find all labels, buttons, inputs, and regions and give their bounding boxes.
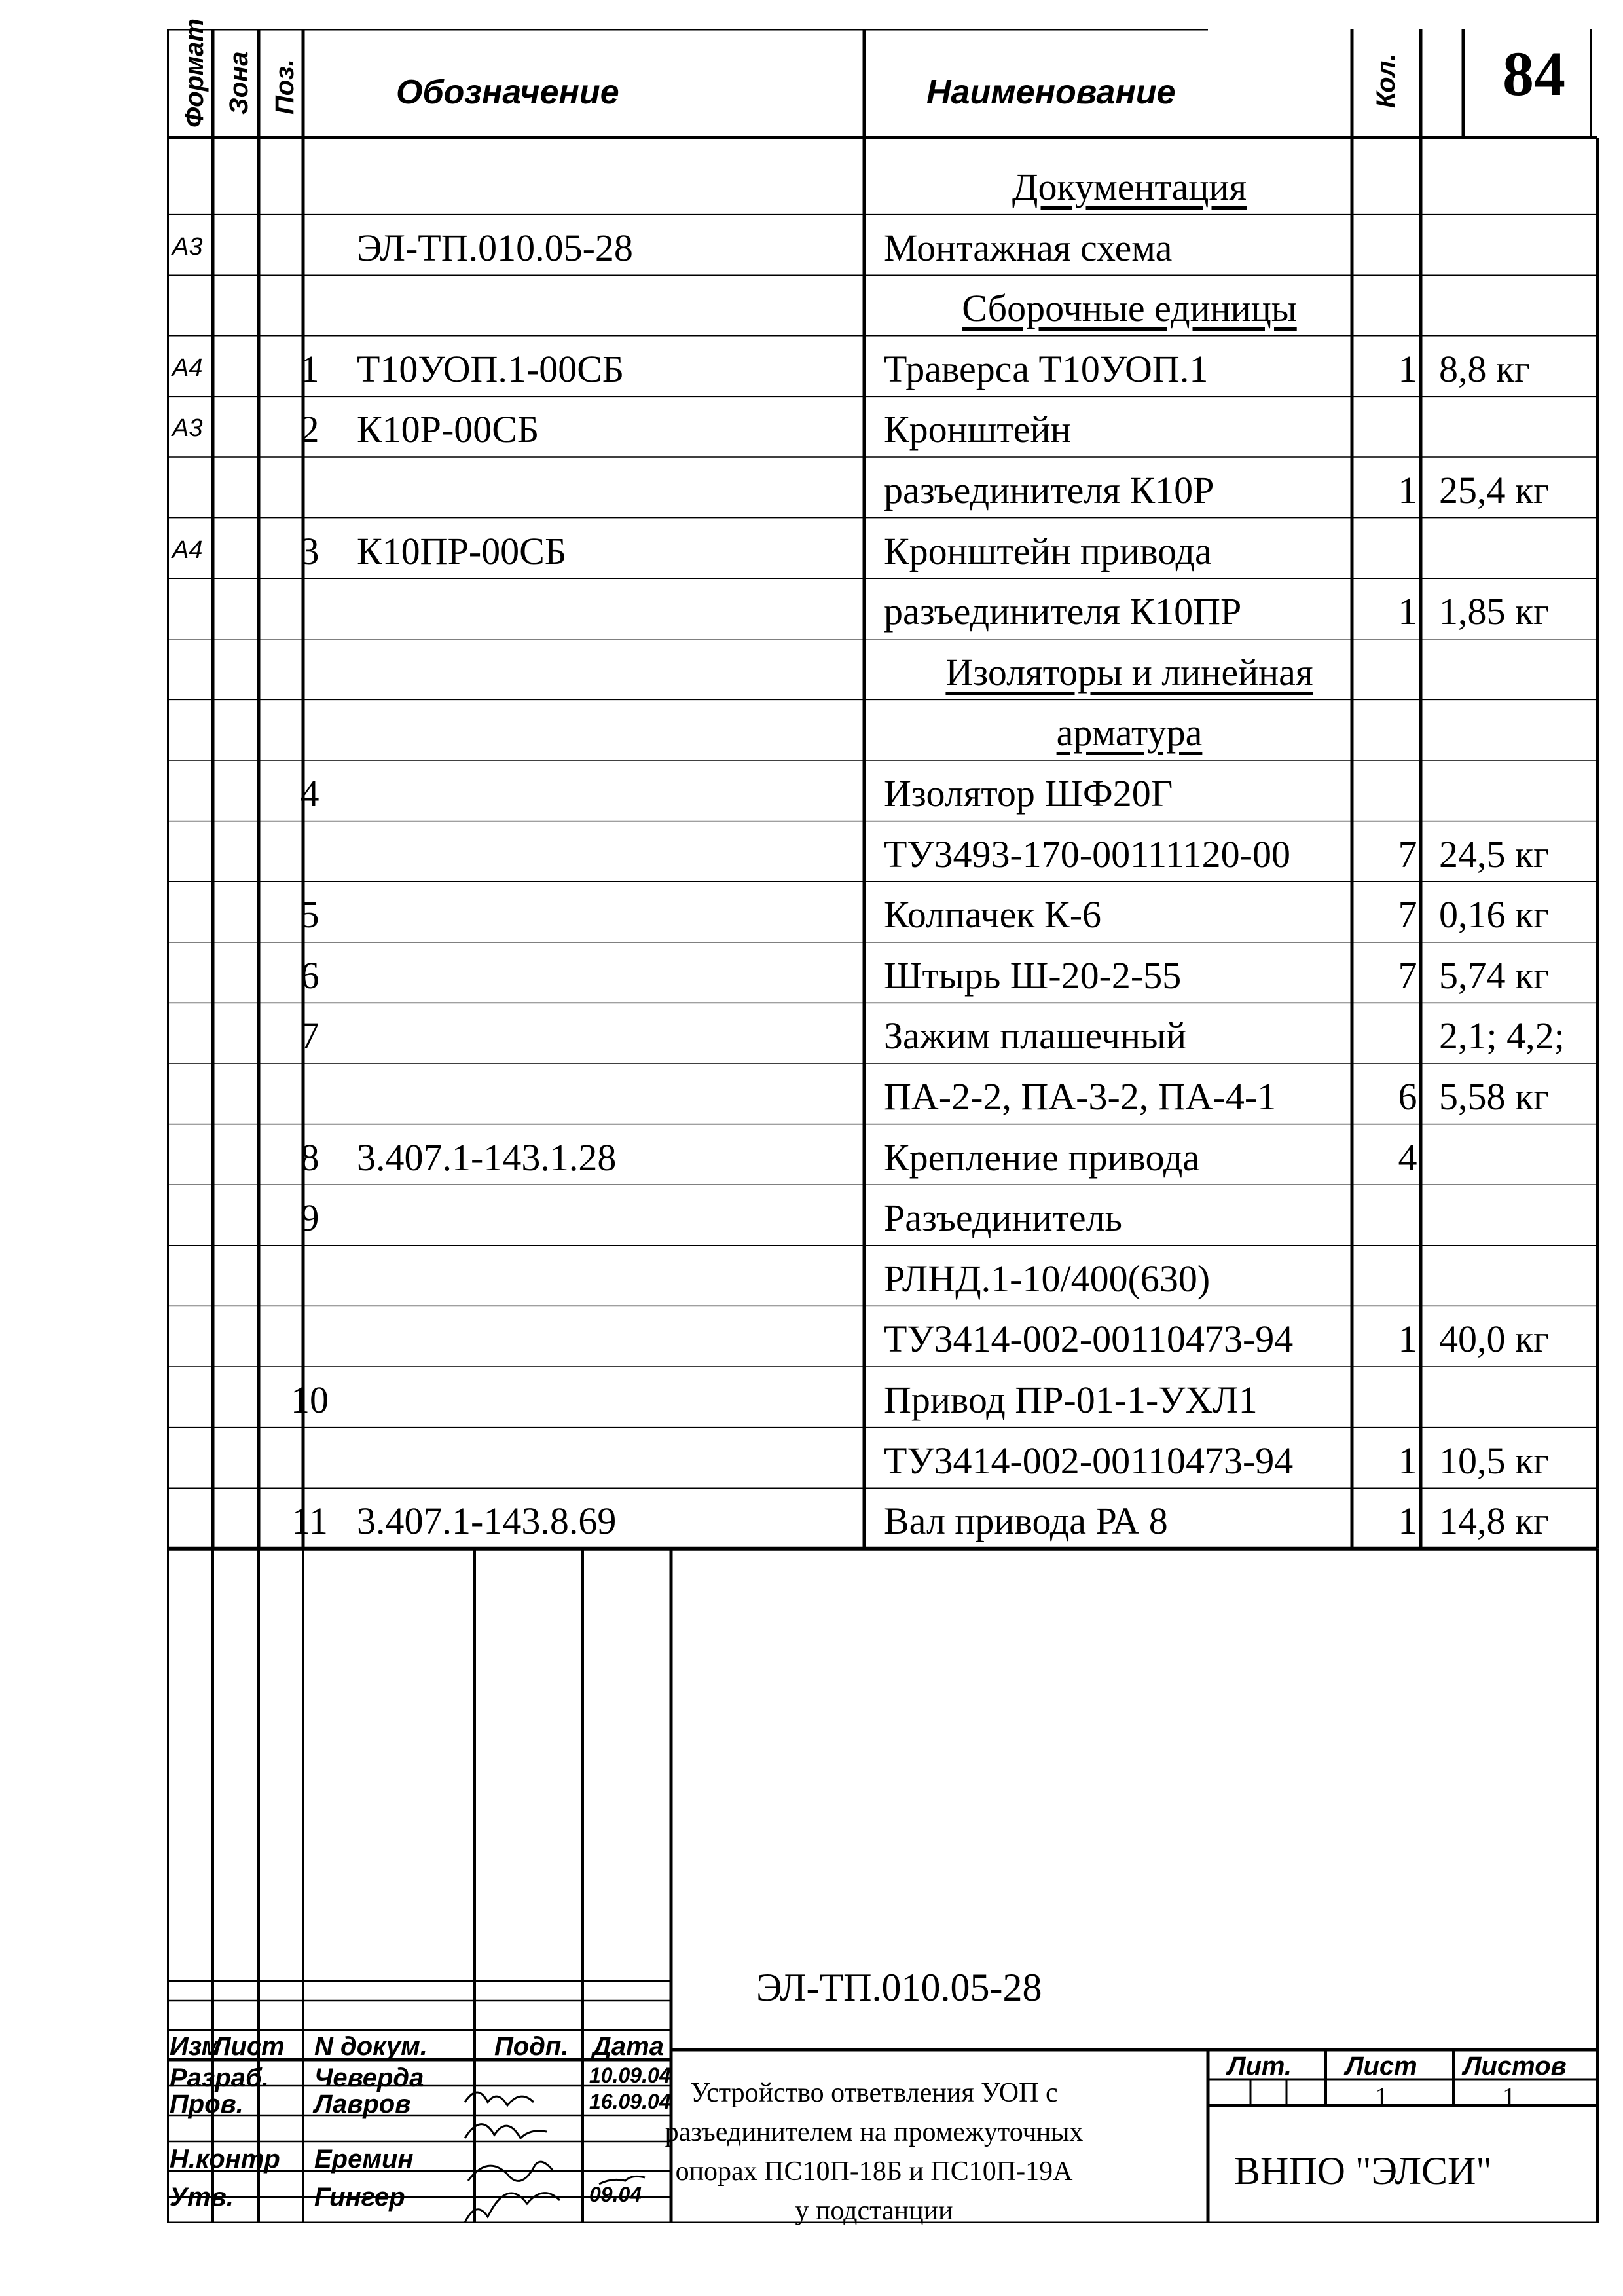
row-note: 8,8 кг <box>1439 347 1530 390</box>
row-format: А3 <box>172 232 203 261</box>
row-section-name: Документация <box>1012 166 1247 208</box>
row-name: Изолятор ШФ20Г <box>884 772 1173 815</box>
role-name: Еремин <box>314 2145 414 2174</box>
role-name: Лавров <box>314 2090 411 2119</box>
row-designation: К10ПР-00СБ <box>357 529 567 572</box>
header-name: Наименование <box>926 73 1176 111</box>
row-designation: 3.407.1-143.8.69 <box>357 1500 617 1543</box>
row-position: 5 <box>300 893 319 936</box>
row-name: РЛНД.1-10/400(630) <box>884 1257 1211 1300</box>
header-qty: Кол. <box>1372 53 1400 108</box>
row-qty: 1 <box>1398 469 1417 511</box>
doc-code: ЭЛ-ТП.010.05-28 <box>756 1966 1042 2009</box>
header-designation: Обозначение <box>396 73 619 111</box>
doc-title-line-1: Устройство ответвления УОП с <box>690 2078 1058 2108</box>
role-label: Пров. <box>170 2090 244 2119</box>
sheet-label: Лист <box>1345 2052 1417 2081</box>
row-qty: 6 <box>1398 1075 1417 1118</box>
row-name: Привод ПР-01-1-УХЛ1 <box>884 1379 1258 1421</box>
header-zone: Зона <box>225 51 253 115</box>
row-name: разъединителя К10ПР <box>884 590 1242 633</box>
row-name: ТУ3493-170-00111120-00 <box>884 832 1290 876</box>
sheets-value: 1 <box>1503 2082 1516 2111</box>
col-izm: Изм <box>170 2032 221 2061</box>
sheets-label: Листов <box>1463 2052 1567 2081</box>
row-position: 10 <box>291 1379 329 1421</box>
row-qty: 4 <box>1398 1136 1417 1179</box>
row-note: 5,58 кг <box>1439 1075 1549 1118</box>
row-name: Зажим плашечный <box>884 1014 1187 1058</box>
page-number: 84 <box>1503 39 1565 109</box>
row-note: 1,85 кг <box>1439 590 1549 633</box>
row-note: 2,1; 4,2; <box>1439 1014 1565 1058</box>
row-note: 5,74 кг <box>1439 954 1549 997</box>
doc-title-line-3: опорах ПС10П-18Б и ПС10П-19А <box>675 2157 1073 2187</box>
col-list: Лист <box>213 2032 285 2061</box>
row-position: 4 <box>300 772 319 815</box>
row-qty: 1 <box>1398 1500 1417 1543</box>
row-qty: 7 <box>1398 893 1417 936</box>
col-ndoc: N докум. <box>314 2032 428 2061</box>
row-name: ПА-2-2, ПА-3-2, ПА-4-1 <box>884 1075 1277 1118</box>
header-pos: Поз. <box>270 59 299 115</box>
row-format: А3 <box>172 415 203 443</box>
row-name: Крепление привода <box>884 1136 1200 1179</box>
row-name: Монтажная схема <box>884 226 1173 269</box>
row-position: 1 <box>300 347 319 390</box>
row-position: 6 <box>300 954 319 997</box>
row-section-name: Сборочные единицы <box>962 287 1297 330</box>
row-designation: 3.407.1-143.1.28 <box>357 1136 617 1179</box>
sheet-value: 1 <box>1375 2082 1388 2111</box>
role-label: Разраб. <box>170 2064 269 2092</box>
row-name: Колпачек К-6 <box>884 893 1102 936</box>
role-label: Н.контр <box>170 2145 280 2174</box>
handwritten-signatures <box>167 29 1601 2226</box>
row-position: 9 <box>300 1196 319 1240</box>
row-note: 14,8 кг <box>1439 1500 1549 1543</box>
row-name: Штырь Ш-20-2-55 <box>884 954 1182 997</box>
row-position: 2 <box>300 408 319 451</box>
col-data: Дата <box>593 2032 664 2061</box>
role-name: Чеверда <box>314 2064 424 2092</box>
row-name: разъединителя К10Р <box>884 469 1214 511</box>
row-note: 10,5 кг <box>1439 1439 1549 1482</box>
row-name: Разъединитель <box>884 1196 1123 1240</box>
role-date: 10.09.04 <box>589 2064 671 2087</box>
row-position: 7 <box>300 1014 319 1058</box>
row-format: А4 <box>172 536 203 564</box>
row-note: 24,5 кг <box>1439 832 1549 876</box>
row-note: 25,4 кг <box>1439 469 1549 511</box>
lit-label: Лит. <box>1228 2052 1292 2081</box>
row-name: Кронштейн привода <box>884 529 1212 572</box>
col-podp: Подп. <box>494 2032 569 2061</box>
role-name: Гингер <box>314 2183 405 2212</box>
role-label: Утв. <box>170 2183 234 2212</box>
role-date: 09.04 <box>589 2183 642 2206</box>
row-note: 40,0 кг <box>1439 1318 1549 1361</box>
row-designation: Т10УОП.1-00СБ <box>357 347 625 390</box>
row-note: 0,16 кг <box>1439 893 1549 936</box>
row-name: ТУ3414-002-00110473-94 <box>884 1439 1294 1482</box>
row-name: Вал привода РА 8 <box>884 1500 1168 1543</box>
row-format: А4 <box>172 354 203 382</box>
doc-title-line-2: разъединителем на промежуточных <box>665 2117 1084 2147</box>
header-format: Формат <box>180 18 209 128</box>
row-qty: 7 <box>1398 954 1417 997</box>
row-position: 8 <box>300 1136 319 1179</box>
row-qty: 1 <box>1398 1439 1417 1482</box>
specification-sheet <box>167 18 1601 2226</box>
row-designation: К10Р-00СБ <box>357 408 539 451</box>
row-position: 3 <box>300 529 319 572</box>
row-section-name: Изоляторы и линейная <box>945 650 1313 694</box>
row-designation: ЭЛ-ТП.010.05-28 <box>357 226 633 269</box>
row-name: Траверса Т10УОП.1 <box>884 347 1209 390</box>
row-qty: 7 <box>1398 832 1417 876</box>
row-qty: 1 <box>1398 590 1417 633</box>
role-date: 16.09.04 <box>589 2090 671 2113</box>
row-name: Кронштейн <box>884 408 1071 451</box>
row-position: 11 <box>291 1500 328 1543</box>
row-name: ТУ3414-002-00110473-94 <box>884 1318 1294 1361</box>
row-qty: 1 <box>1398 347 1417 390</box>
row-qty: 1 <box>1398 1318 1417 1361</box>
organization: ВНПО "ЭЛСИ" <box>1234 2149 1492 2193</box>
doc-title-line-4: у подстанции <box>795 2196 953 2226</box>
row-section-name: арматура <box>1056 711 1203 754</box>
